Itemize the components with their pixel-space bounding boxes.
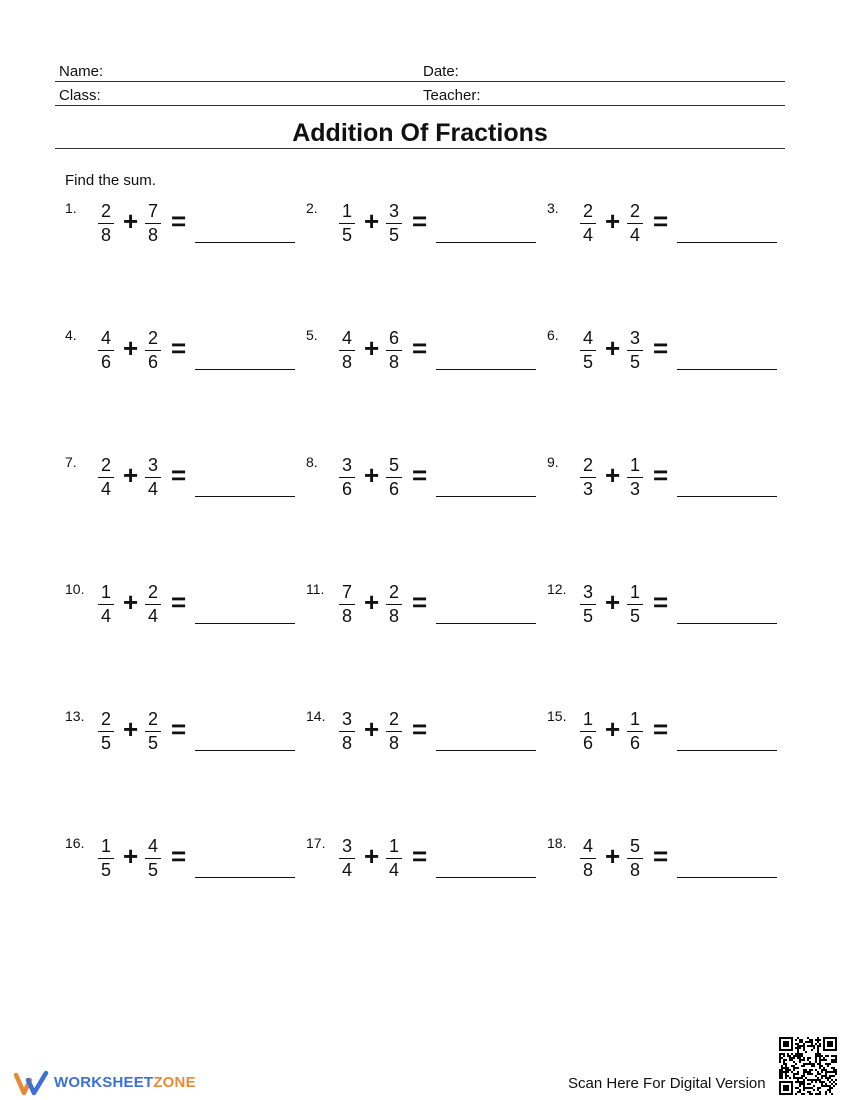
answer-blank[interactable] — [436, 242, 536, 243]
numerator: 3 — [582, 582, 593, 602]
denominator: 8 — [341, 606, 352, 626]
equals-sign: = — [171, 714, 187, 744]
equals-sign: = — [653, 587, 669, 617]
answer-blank[interactable] — [677, 496, 777, 497]
plus-sign: + — [364, 714, 380, 744]
problem — [547, 327, 787, 387]
equals-sign: = — [412, 587, 428, 617]
problem — [547, 581, 787, 641]
problem — [65, 327, 305, 387]
numerator: 1 — [341, 201, 352, 221]
plus-sign: + — [605, 587, 621, 617]
qr-code-icon[interactable] — [779, 1037, 837, 1095]
plus-sign: + — [364, 206, 380, 236]
numerator: 5 — [629, 836, 640, 856]
fraction-bar — [386, 350, 402, 351]
fraction-bar — [145, 223, 161, 224]
denominator: 4 — [100, 479, 111, 499]
fraction-bar — [339, 350, 355, 351]
answer-blank[interactable] — [436, 496, 536, 497]
denominator: 5 — [582, 606, 593, 626]
numerator: 2 — [147, 582, 158, 602]
problem-number: 17. — [306, 835, 326, 851]
fraction-bar — [145, 604, 161, 605]
date-label: Date: — [423, 63, 459, 80]
problem — [65, 708, 305, 768]
logo-text-worksheet: WORKSHEET — [54, 1074, 154, 1091]
answer-blank[interactable] — [677, 750, 777, 751]
fraction-bar — [386, 223, 402, 224]
numerator: 2 — [100, 709, 111, 729]
instruction-text: Find the sum. — [65, 172, 156, 189]
problem-number: 5. — [306, 327, 318, 343]
fraction-bar — [386, 858, 402, 859]
numerator: 6 — [388, 328, 399, 348]
numerator: 2 — [388, 709, 399, 729]
plus-sign: + — [364, 587, 380, 617]
problem — [306, 454, 546, 514]
problem-number: 10. — [65, 581, 85, 597]
plus-sign: + — [605, 714, 621, 744]
denominator: 8 — [629, 860, 640, 880]
denominator: 5 — [629, 606, 640, 626]
problem — [65, 581, 305, 641]
numerator: 4 — [147, 836, 158, 856]
numerator: 4 — [582, 328, 593, 348]
fraction-bar — [580, 731, 596, 732]
denominator: 4 — [147, 606, 158, 626]
problem — [65, 454, 305, 514]
denominator: 4 — [582, 225, 593, 245]
equals-sign: = — [412, 333, 428, 363]
worksheet-title: Addition Of Fractions — [292, 119, 548, 147]
plus-sign: + — [605, 206, 621, 236]
fraction-bar — [580, 858, 596, 859]
numerator: 1 — [582, 709, 593, 729]
fraction-bar — [627, 350, 643, 351]
denominator: 6 — [629, 733, 640, 753]
equals-sign: = — [653, 841, 669, 871]
equals-sign: = — [412, 841, 428, 871]
denominator: 8 — [100, 225, 111, 245]
equals-sign: = — [412, 206, 428, 236]
teacher-label: Teacher: — [423, 87, 481, 104]
answer-blank[interactable] — [436, 750, 536, 751]
header-row-2 — [55, 81, 785, 106]
problem-number: 1. — [65, 200, 77, 216]
fraction-bar — [339, 604, 355, 605]
fraction-bar — [98, 477, 114, 478]
fraction-bar — [386, 604, 402, 605]
equals-sign: = — [171, 841, 187, 871]
denominator: 6 — [582, 733, 593, 753]
numerator: 3 — [341, 455, 352, 475]
problem-number: 11. — [306, 581, 325, 597]
numerator: 3 — [629, 328, 640, 348]
answer-blank[interactable] — [677, 877, 777, 878]
answer-blank[interactable] — [436, 369, 536, 370]
problem-number: 12. — [547, 581, 567, 597]
numerator: 4 — [100, 328, 111, 348]
problem — [306, 835, 546, 895]
denominator: 8 — [388, 606, 399, 626]
numerator: 3 — [147, 455, 158, 475]
answer-blank[interactable] — [677, 369, 777, 370]
logo-text — [54, 1074, 196, 1091]
fraction-bar — [339, 477, 355, 478]
problem — [306, 200, 546, 260]
denominator: 8 — [341, 352, 352, 372]
problem-number: 13. — [65, 708, 85, 724]
equals-sign: = — [171, 460, 187, 490]
class-label: Class: — [59, 87, 101, 104]
answer-blank[interactable] — [436, 623, 536, 624]
denominator: 4 — [100, 606, 111, 626]
problem — [547, 708, 787, 768]
denominator: 4 — [629, 225, 640, 245]
answer-blank[interactable] — [195, 877, 295, 878]
numerator: 3 — [341, 709, 352, 729]
fraction-bar — [145, 731, 161, 732]
denominator: 6 — [388, 479, 399, 499]
fraction-bar — [386, 731, 402, 732]
denominator: 5 — [388, 225, 399, 245]
fraction-bar — [339, 223, 355, 224]
fraction-bar — [627, 477, 643, 478]
plus-sign: + — [123, 587, 139, 617]
problem-number: 18. — [547, 835, 567, 851]
problem-number: 8. — [306, 454, 318, 470]
numerator: 1 — [100, 582, 111, 602]
numerator: 3 — [341, 836, 352, 856]
numerator: 1 — [100, 836, 111, 856]
problem — [65, 200, 305, 260]
fraction-bar — [145, 858, 161, 859]
plus-sign: + — [605, 841, 621, 871]
plus-sign: + — [364, 333, 380, 363]
fraction-bar — [580, 223, 596, 224]
numerator: 2 — [388, 582, 399, 602]
denominator: 3 — [582, 479, 593, 499]
fraction-bar — [98, 731, 114, 732]
plus-sign: + — [605, 333, 621, 363]
plus-sign: + — [123, 333, 139, 363]
equals-sign: = — [171, 206, 187, 236]
plus-sign: + — [123, 714, 139, 744]
plus-sign: + — [364, 841, 380, 871]
fraction-bar — [145, 350, 161, 351]
equals-sign: = — [653, 460, 669, 490]
denominator: 6 — [147, 352, 158, 372]
problem — [547, 200, 787, 260]
plus-sign: + — [123, 841, 139, 871]
fraction-bar — [627, 731, 643, 732]
fraction-bar — [339, 731, 355, 732]
denominator: 3 — [629, 479, 640, 499]
problem — [547, 454, 787, 514]
numerator: 1 — [388, 836, 399, 856]
numerator: 7 — [341, 582, 352, 602]
name-label: Name: — [59, 63, 104, 80]
plus-sign: + — [123, 460, 139, 490]
fraction-bar — [98, 350, 114, 351]
denominator: 5 — [582, 352, 593, 372]
denominator: 5 — [147, 733, 158, 753]
answer-blank[interactable] — [195, 369, 295, 370]
scan-text: Scan Here For Digital Version — [568, 1075, 766, 1092]
denominator: 6 — [100, 352, 111, 372]
denominator: 4 — [147, 479, 158, 499]
problem — [306, 581, 546, 641]
numerator: 5 — [388, 455, 399, 475]
title-bar — [55, 108, 785, 149]
problem — [547, 835, 787, 895]
numerator: 1 — [629, 582, 640, 602]
numerator: 2 — [100, 455, 111, 475]
numerator: 3 — [388, 201, 399, 221]
worksheetzone-logo-icon — [14, 1070, 50, 1096]
fraction-bar — [580, 604, 596, 605]
problem-number: 2. — [306, 200, 318, 216]
numerator: 2 — [582, 455, 593, 475]
equals-sign: = — [412, 714, 428, 744]
answer-blank[interactable] — [677, 623, 777, 624]
denominator: 5 — [629, 352, 640, 372]
fraction-bar — [627, 223, 643, 224]
answer-blank[interactable] — [195, 750, 295, 751]
equals-sign: = — [171, 587, 187, 617]
numerator: 4 — [341, 328, 352, 348]
plus-sign: + — [123, 206, 139, 236]
denominator: 8 — [341, 733, 352, 753]
denominator: 5 — [100, 733, 111, 753]
denominator: 4 — [388, 860, 399, 880]
numerator: 7 — [147, 201, 158, 221]
header-row-1 — [55, 57, 785, 82]
denominator: 8 — [147, 225, 158, 245]
problem — [306, 327, 546, 387]
fraction-bar — [339, 858, 355, 859]
fraction-bar — [627, 858, 643, 859]
problem-number: 14. — [306, 708, 326, 724]
plus-sign: + — [605, 460, 621, 490]
numerator: 2 — [147, 709, 158, 729]
denominator: 4 — [341, 860, 352, 880]
denominator: 8 — [388, 352, 399, 372]
answer-blank[interactable] — [436, 877, 536, 878]
problem-number: 6. — [547, 327, 559, 343]
problem — [306, 708, 546, 768]
denominator: 8 — [388, 733, 399, 753]
problem-number: 15. — [547, 708, 567, 724]
denominator: 8 — [582, 860, 593, 880]
numerator: 2 — [582, 201, 593, 221]
problem — [65, 835, 305, 895]
denominator: 6 — [341, 479, 352, 499]
numerator: 4 — [582, 836, 593, 856]
answer-blank[interactable] — [195, 242, 295, 243]
numerator: 1 — [629, 709, 640, 729]
equals-sign: = — [171, 333, 187, 363]
equals-sign: = — [653, 714, 669, 744]
equals-sign: = — [412, 460, 428, 490]
answer-blank[interactable] — [677, 242, 777, 243]
fraction-bar — [145, 477, 161, 478]
problem-number: 3. — [547, 200, 559, 216]
equals-sign: = — [653, 333, 669, 363]
answer-blank[interactable] — [195, 496, 295, 497]
denominator: 5 — [100, 860, 111, 880]
denominator: 5 — [341, 225, 352, 245]
fraction-bar — [386, 477, 402, 478]
logo-text-zone: ZONE — [153, 1074, 196, 1091]
fraction-bar — [580, 350, 596, 351]
answer-blank[interactable] — [195, 623, 295, 624]
denominator: 5 — [147, 860, 158, 880]
problem-number: 16. — [65, 835, 85, 851]
numerator: 2 — [147, 328, 158, 348]
fraction-bar — [627, 604, 643, 605]
problem-number: 4. — [65, 327, 77, 343]
plus-sign: + — [364, 460, 380, 490]
problem-number: 7. — [65, 454, 77, 470]
numerator: 2 — [629, 201, 640, 221]
equals-sign: = — [653, 206, 669, 236]
numerator: 2 — [100, 201, 111, 221]
fraction-bar — [98, 223, 114, 224]
fraction-bar — [98, 858, 114, 859]
fraction-bar — [580, 477, 596, 478]
problem-number: 9. — [547, 454, 559, 470]
numerator: 1 — [629, 455, 640, 475]
fraction-bar — [98, 604, 114, 605]
